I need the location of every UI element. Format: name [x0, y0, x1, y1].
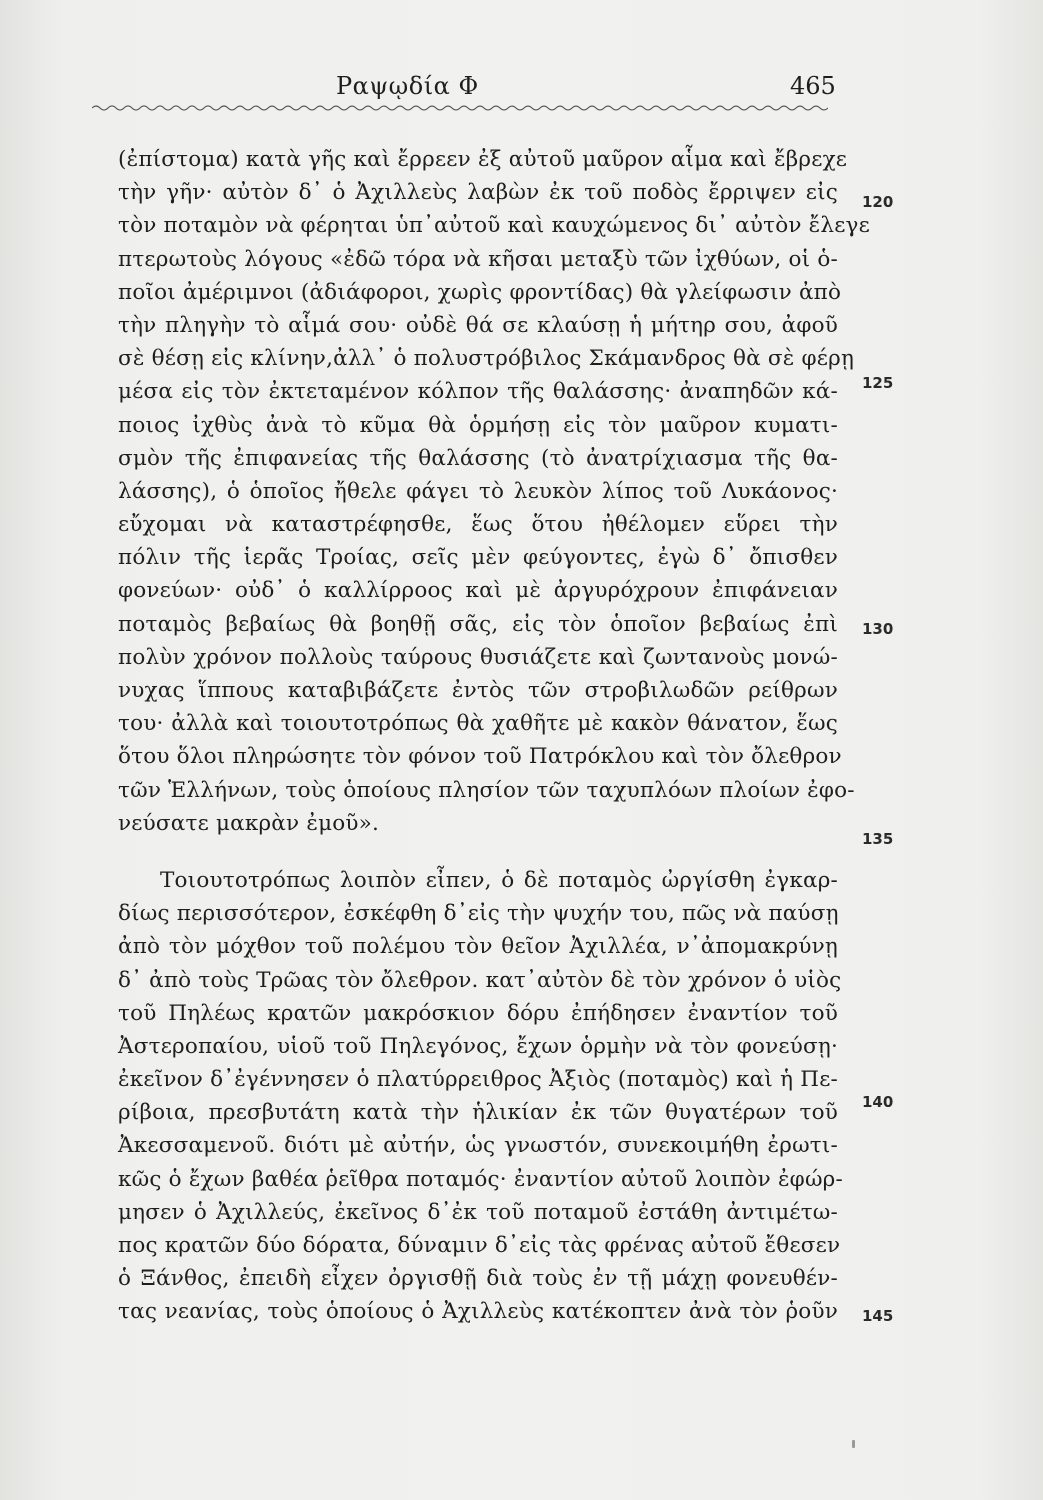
- text-line: τας νεανίας, τοὺς ὁποίους ὁ Ἀχιλλεὺς κατέκοπτεν ἀνὰ τὸν ῥοῦν: [118, 1299, 838, 1325]
- text-line: κῶς ὁ ἔχων βαθέα ῥεῖθρα ποταμός· ἐναντίον αὐτοῦ λοιπὸν ἐφώρ-: [118, 1166, 843, 1192]
- text-line: εὔχομαι νὰ καταστρέφησθε, ἕως ὅτου ἠθέλομεν εὕρει τὴν: [118, 512, 838, 538]
- text-line: του· ἀλλὰ καὶ τοιουτοτρόπως θὰ χαθῆτε μὲ κακὸν θάνατον, ἕως: [118, 711, 838, 737]
- text-line: ἀπὸ τὸν μόχθον τοῦ πολέμου τὸν θεῖον Ἀχιλλέα, ν᾽ἀπομακρύνῃ: [118, 934, 838, 960]
- text-line: νεύσατε μακρὰν ἐμοῦ».: [118, 810, 380, 836]
- line-number: 130: [862, 620, 894, 638]
- page-number: 465: [790, 72, 836, 100]
- running-title: Ραψῳδία Φ: [336, 72, 479, 100]
- body-text: [118, 143, 870, 1329]
- text-line: πτερωτοὺς λόγους «ἐδῶ τόρα νὰ κῆσαι μεταξὺ τῶν ἰχθύων, οἱ ὁ-: [118, 246, 838, 272]
- header-wavy-rule: [92, 104, 828, 112]
- text-line: πος κρατῶν δύο δόρατα, δύναμιν δ᾽εἰς τὰς φρένας αὐτοῦ ἔθεσεν: [118, 1233, 841, 1258]
- text-line: τὴν πληγὴν τὸ αἷμά σου· οὐδὲ θά σε κλαύσῃ ἡ μήτηρ σου, ἀφοῦ: [118, 312, 838, 338]
- running-head: [0, 62, 1043, 102]
- text-line: ἐκεῖνον δ᾽ἐγέννησεν ὁ πλατύρρειθρος Ἀξιὸς (ποταμὸς) καὶ ἡ Πε-: [118, 1067, 838, 1093]
- text-line: ποταμὸς βεβαίως θὰ βοηθῇ σᾶς, εἰς τὸν ὁποῖον βεβαίως ἐπὶ: [118, 611, 838, 637]
- text-line: Ἀκεσσαμενοῦ. διότι μὲ αὐτήν, ὡς γνωστόν, συνεκοιμήθη ἐρωτι-: [118, 1133, 838, 1159]
- line-number: 120: [862, 193, 894, 211]
- line-number: 135: [862, 830, 894, 848]
- text-line: (ἐπίστομα) κατὰ γῆς καὶ ἔρρεεν ἐξ αὐτοῦ μαῦρον αἷμα καὶ ἔβρεχε: [118, 147, 848, 172]
- line-number: 125: [862, 374, 894, 392]
- text-line: σὲ θέσῃ εἰς κλίνην,ἀλλ᾽ ὁ πολυστρόβιλος Σκάμανδρος θὰ σὲ φέρῃ: [118, 346, 855, 372]
- paragraph-1: [118, 143, 870, 840]
- text-line: τὸν ποταμὸν νὰ φέρηται ὑπ᾽αὐτοῦ καὶ καυχώμενος δι᾽ αὐτὸν ἔλεγε: [118, 213, 870, 239]
- text-line: ποῖοι ἀμέριμνοι (ἀδιάφοροι, χωρὶς φροντίδας) θὰ γλείφωσιν ἀπὸ: [118, 279, 842, 305]
- line-number: 140: [862, 1093, 894, 1111]
- text-line: ὁ Ξάνθος, ἐπειδὴ εἶχεν ὀργισθῇ διὰ τοὺς ἐν τῇ μάχῃ φονευθέν-: [118, 1266, 838, 1292]
- text-line: λάσσης), ὁ ὁποῖος ἤθελε φάγει τὸ λευκὸν λίπος τοῦ Λυκάονος·: [118, 478, 838, 504]
- text-line: φονεύων· οὐδ᾽ ὁ καλλίρροος καὶ μὲ ἀργυρόχρουν ἐπιφάνειαν: [118, 578, 838, 604]
- text-line: ποιος ἰχθὺς ἀνὰ τὸ κῦμα θὰ ὁρμήσῃ εἰς τὸν μαῦρον κυματι-: [118, 412, 838, 438]
- text-line: δίως περισσότερον, ἐσκέφθη δ᾽εἰς τὴν ψυχήν του, πῶς νὰ παύσῃ: [118, 901, 839, 927]
- text-line: πολὺν χρόνον πολλοὺς ταύρους θυσιάζετε καὶ ζωντανοὺς μονώ-: [118, 644, 838, 670]
- text-line: μησεν ὁ Ἀχιλλεύς, ἐκεῖνος δ᾽ἐκ τοῦ ποταμοῦ ἐστάθη ἀντιμέτω-: [118, 1199, 838, 1225]
- paragraph-2: [118, 864, 843, 1329]
- text-line: τοῦ Πηλέως κρατῶν μακρόσκιον δόρυ ἐπήδησεν ἐναντίον τοῦ: [118, 1000, 838, 1026]
- text-line: δ᾽ ἀπὸ τοὺς Τρῶας τὸν ὄλεθρον. κατ᾽αὐτὸν δὲ τὸν χρόνον ὁ υἱὸς: [118, 967, 842, 993]
- text-line: Τοιουτοτρόπως λοιπὸν εἶπεν, ὁ δὲ ποταμὸς ὠργίσθη ἐγκαρ-: [160, 867, 838, 893]
- text-line: τῶν Ἑλλήνων, τοὺς ὁποίους πλησίον τῶν ταχυπλόων πλοίων ἐφο-: [118, 777, 855, 803]
- text-line: ὅτου ὅλοι πληρώσητε τὸν φόνον τοῦ Πατρόκλου καὶ τὸν ὄλεθρον: [118, 744, 842, 770]
- text-line: σμὸν τῆς ἐπιφανείας τῆς θαλάσσης (τὸ ἀνατρίχιασμα τῆς θα-: [118, 445, 838, 471]
- text-line: νυχας ἵππους καταβιβάζετε ἐντὸς τῶν στροβιλωδῶν ρείθρων: [118, 678, 838, 703]
- paper-speck: [852, 1440, 855, 1448]
- line-number: 145: [862, 1307, 894, 1325]
- text-line: μέσα εἰς τὸν ἐκτεταμένον κόλπον τῆς θαλάσσης· ἀναπηδῶν κά-: [118, 379, 838, 405]
- text-line: Ἀστεροπαίου, υἱοῦ τοῦ Πηλεγόνος, ἔχων ὁρμὴν νὰ τὸν φονεύσῃ·: [118, 1033, 838, 1059]
- text-line: τὴν γῆν· αὐτὸν δ᾽ ὁ Ἀχιλλεὺς λαβὼν ἐκ τοῦ ποδὸς ἔρριψεν εἰς: [118, 180, 838, 206]
- text-line: πόλιν τῆς ἱερᾶς Τροίας, σεῖς μὲν φεύγοντες, ἐγὼ δ᾽ ὄπισθεν: [118, 545, 838, 571]
- text-line: ρίβοια, πρεσβυτάτη κατὰ τὴν ἡλικίαν ἐκ τῶν θυγατέρων τοῦ: [118, 1100, 838, 1126]
